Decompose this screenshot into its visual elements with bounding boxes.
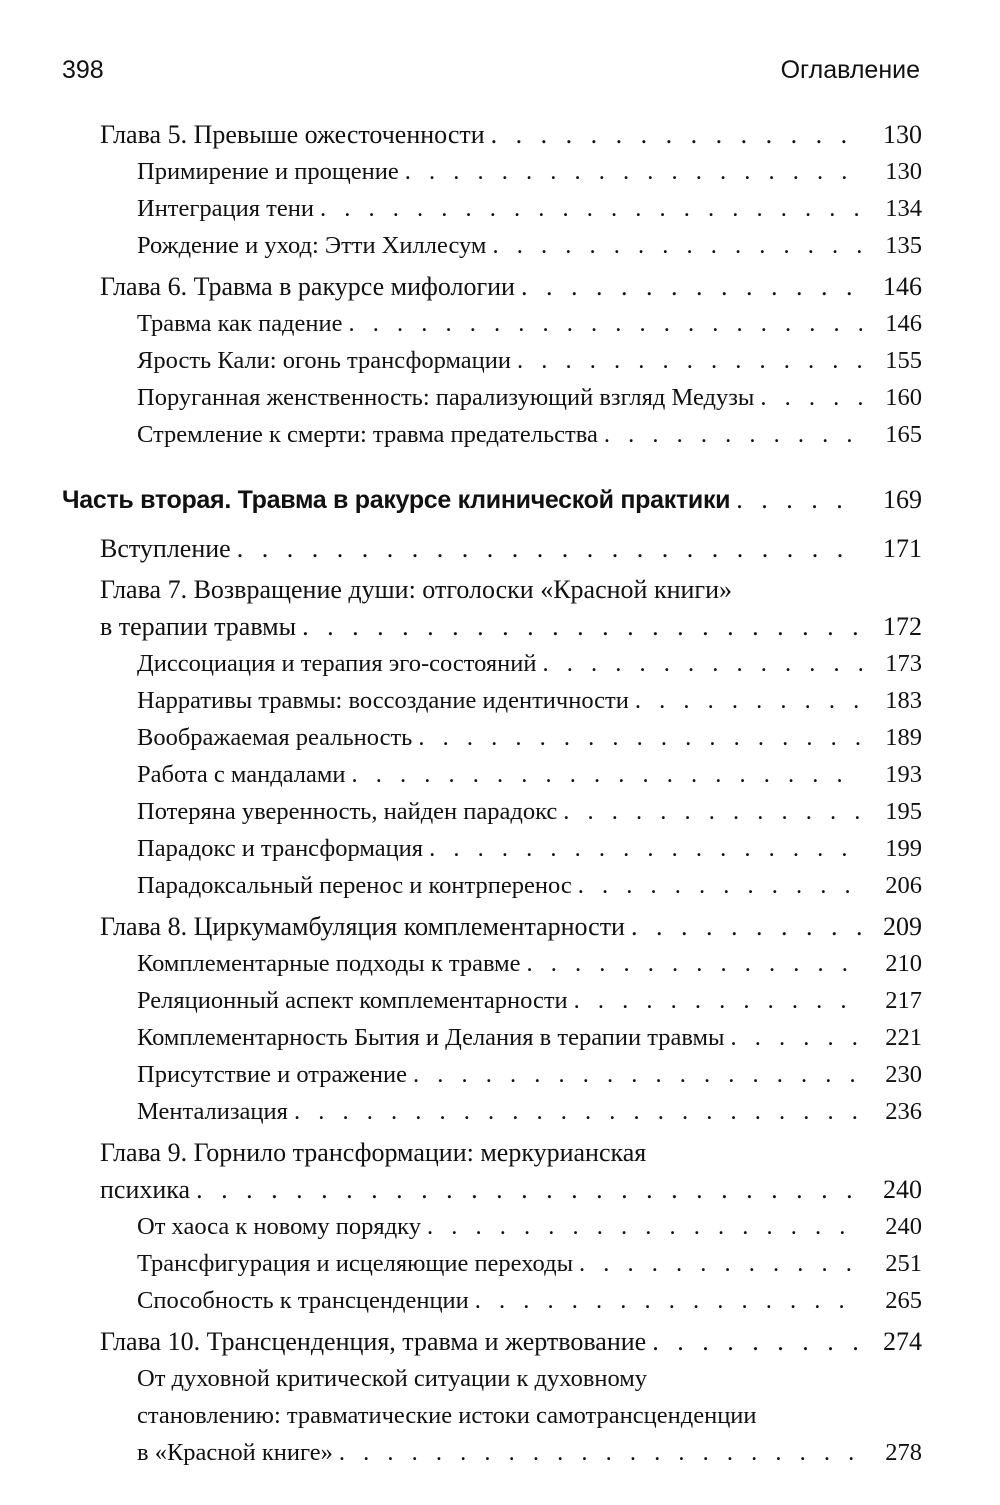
dot-leader (418, 719, 862, 756)
toc-entry-text: Комплементарность Бытия и Делания в терапии травмы (137, 1024, 725, 1051)
running-title: Оглавление (780, 55, 920, 84)
toc-section (0, 867, 1000, 904)
dot-leader (574, 982, 862, 1019)
toc-section (0, 227, 1000, 264)
toc-page-number: 165 (885, 421, 922, 448)
toc-section (0, 982, 1000, 1019)
toc-entry-text: Рождение и уход: Этти Хиллесум (137, 232, 487, 259)
toc-entry-text: Часть вторая. Травма в ракурсе клинической практики (62, 486, 731, 514)
dot-leader (413, 1056, 862, 1093)
toc-page-number: 221 (885, 1024, 922, 1051)
dot-leader (294, 1093, 862, 1130)
toc-section (0, 1245, 1000, 1282)
dot-leader (521, 268, 862, 305)
toc-entry-text: Воображаемая реальность (137, 724, 413, 751)
dot-leader (196, 1171, 862, 1208)
toc-page-number: 217 (885, 987, 922, 1014)
dot-leader (631, 908, 862, 945)
toc-page-number: 210 (885, 950, 922, 977)
dot-leader (527, 945, 862, 982)
dot-leader (635, 682, 862, 719)
dot-leader (475, 1282, 862, 1319)
toc-entry-text: Глава 9. Горнило трансформации: меркурианская (100, 1138, 647, 1167)
toc-section (0, 1360, 1000, 1471)
toc-entry-text: Глава 10. Трансценденция, травма и жертвование (100, 1327, 647, 1356)
toc-entry-text: Парадокс и трансформация (137, 835, 424, 862)
toc-section (0, 190, 1000, 227)
toc-page-number: 240 (883, 1175, 922, 1204)
toc-page-number: 236 (885, 1098, 922, 1125)
toc-page-number: 230 (885, 1061, 922, 1088)
toc-section (0, 1093, 1000, 1130)
toc-page-number: 173 (885, 650, 922, 677)
dot-leader (730, 1019, 862, 1056)
toc-chapter (0, 116, 1000, 153)
toc-entry-text: От хаоса к новому порядку (137, 1213, 421, 1240)
toc-page-number: 171 (883, 534, 922, 563)
toc-entry-text: Глава 6. Травма в ракурсе мифологии (100, 272, 515, 301)
toc-section (0, 416, 1000, 453)
toc-page-number: 278 (885, 1439, 922, 1466)
dot-leader (339, 1434, 862, 1471)
toc-page-number: 155 (885, 347, 922, 374)
toc-page-number: 130 (883, 120, 922, 149)
toc-section (0, 756, 1000, 793)
dot-leader (579, 1245, 862, 1282)
toc-section (0, 1019, 1000, 1056)
toc-section (0, 1282, 1000, 1319)
dot-leader (604, 416, 862, 453)
toc-entry-text: Ярость Кали: огонь трансформации (137, 347, 512, 374)
dot-leader (563, 793, 862, 830)
toc-entry-text: Комплементарные подходы к травме (137, 950, 521, 977)
dot-leader (302, 608, 862, 645)
toc-page-number: 189 (885, 724, 922, 751)
toc-entry-text: Способность к трансценденции (137, 1287, 469, 1314)
toc-chapter (0, 1134, 1000, 1208)
toc-section (0, 793, 1000, 830)
toc-page-number: 265 (885, 1287, 922, 1314)
toc-entry-text: Стремление к смерти: травма предательства (137, 421, 598, 448)
toc-page-number: 251 (885, 1250, 922, 1277)
dot-leader (543, 645, 862, 682)
toc-page-number: 199 (885, 835, 922, 862)
toc-page-number: 169 (883, 485, 922, 514)
toc-page-number: 209 (883, 912, 922, 941)
toc-entry-text: От духовной критической ситуации к духовному (137, 1365, 648, 1392)
toc-entry-text: Интеграция тени (137, 195, 314, 222)
toc-part (0, 481, 1000, 518)
page-header (62, 50, 920, 90)
toc-chapter (0, 1323, 1000, 1360)
toc-page-number: 135 (885, 232, 922, 259)
dot-leader (429, 830, 862, 867)
toc-chapter (0, 530, 1000, 567)
toc-entry-text: Глава 5. Превыше ожесточенности (100, 120, 485, 149)
toc-page-number: 195 (885, 798, 922, 825)
toc-entry-text: Поруганная женственность: парализующий взгляд Медузы (137, 384, 755, 411)
toc-section (0, 645, 1000, 682)
toc-page-number: 172 (883, 612, 922, 641)
toc-entry-text: Трансфигурация и исцеляющие переходы (137, 1250, 574, 1277)
toc-page-number: 130 (885, 158, 922, 185)
dot-leader (237, 530, 862, 567)
toc-entry-text: в «Красной книге» (137, 1439, 333, 1466)
toc-chapter (0, 268, 1000, 305)
dot-leader (652, 1323, 862, 1360)
toc-entry-text: Нарративы травмы: воссоздание идентичности (137, 687, 629, 714)
toc-entry-text: психика (100, 1175, 191, 1204)
dot-leader (320, 190, 862, 227)
toc-entry-text: Парадоксальный перенос и контрперенос (137, 872, 572, 899)
toc-entry-text: Реляционный аспект комплементарности (137, 987, 568, 1014)
dot-leader (427, 1208, 862, 1245)
dot-leader (352, 756, 863, 793)
dot-leader (405, 153, 862, 190)
toc-section (0, 153, 1000, 190)
toc-entry-text: Присутствие и отражение (137, 1061, 407, 1088)
toc-entry-text: Глава 7. Возвращение души: отголоски «Красной книги» (100, 575, 732, 604)
toc-section (0, 830, 1000, 867)
toc-page-number: 146 (883, 272, 922, 301)
dot-leader (578, 867, 862, 904)
toc-page-number: 146 (885, 310, 922, 337)
toc-entry-text: Потеряна уверенность, найден парадокс (137, 798, 558, 825)
toc-entry-text: Глава 8. Циркумамбуляция комплементарности (100, 912, 625, 941)
dot-leader (736, 481, 862, 518)
page-number: 398 (62, 55, 104, 84)
toc-section (0, 305, 1000, 342)
toc-entry-text: становлению: травматические истоки самотрансценденции (137, 1402, 757, 1429)
toc-page-number: 240 (885, 1213, 922, 1240)
toc-page-number: 183 (885, 687, 922, 714)
toc-page-number: 274 (883, 1327, 922, 1356)
toc-section (0, 342, 1000, 379)
dot-leader (491, 116, 862, 153)
dot-leader (517, 342, 862, 379)
toc-section (0, 379, 1000, 416)
toc-section (0, 719, 1000, 756)
toc-chapter (0, 908, 1000, 945)
toc-entry-text: Ментализация (137, 1098, 288, 1125)
toc-section (0, 945, 1000, 982)
toc-entry-text: Работа с мандалами (137, 761, 346, 788)
toc-page-number: 134 (885, 195, 922, 222)
dot-leader (492, 227, 862, 264)
toc-page-number: 160 (885, 384, 922, 411)
toc-section (0, 1056, 1000, 1093)
dot-leader (760, 379, 862, 416)
toc-entry-text: Вступление (100, 534, 231, 563)
toc-page-number: 193 (885, 761, 922, 788)
toc-section (0, 682, 1000, 719)
toc-entry-text: Травма как падение (137, 310, 343, 337)
toc-page-number: 206 (885, 872, 922, 899)
toc-entry-text: Диссоциация и терапия эго-состояний (137, 650, 537, 677)
toc-section (0, 1208, 1000, 1245)
toc-chapter (0, 571, 1000, 645)
toc-entry-text: Примирение и прощение (137, 158, 399, 185)
dot-leader (349, 305, 863, 342)
toc-entry-text: в терапии травмы (100, 612, 297, 641)
